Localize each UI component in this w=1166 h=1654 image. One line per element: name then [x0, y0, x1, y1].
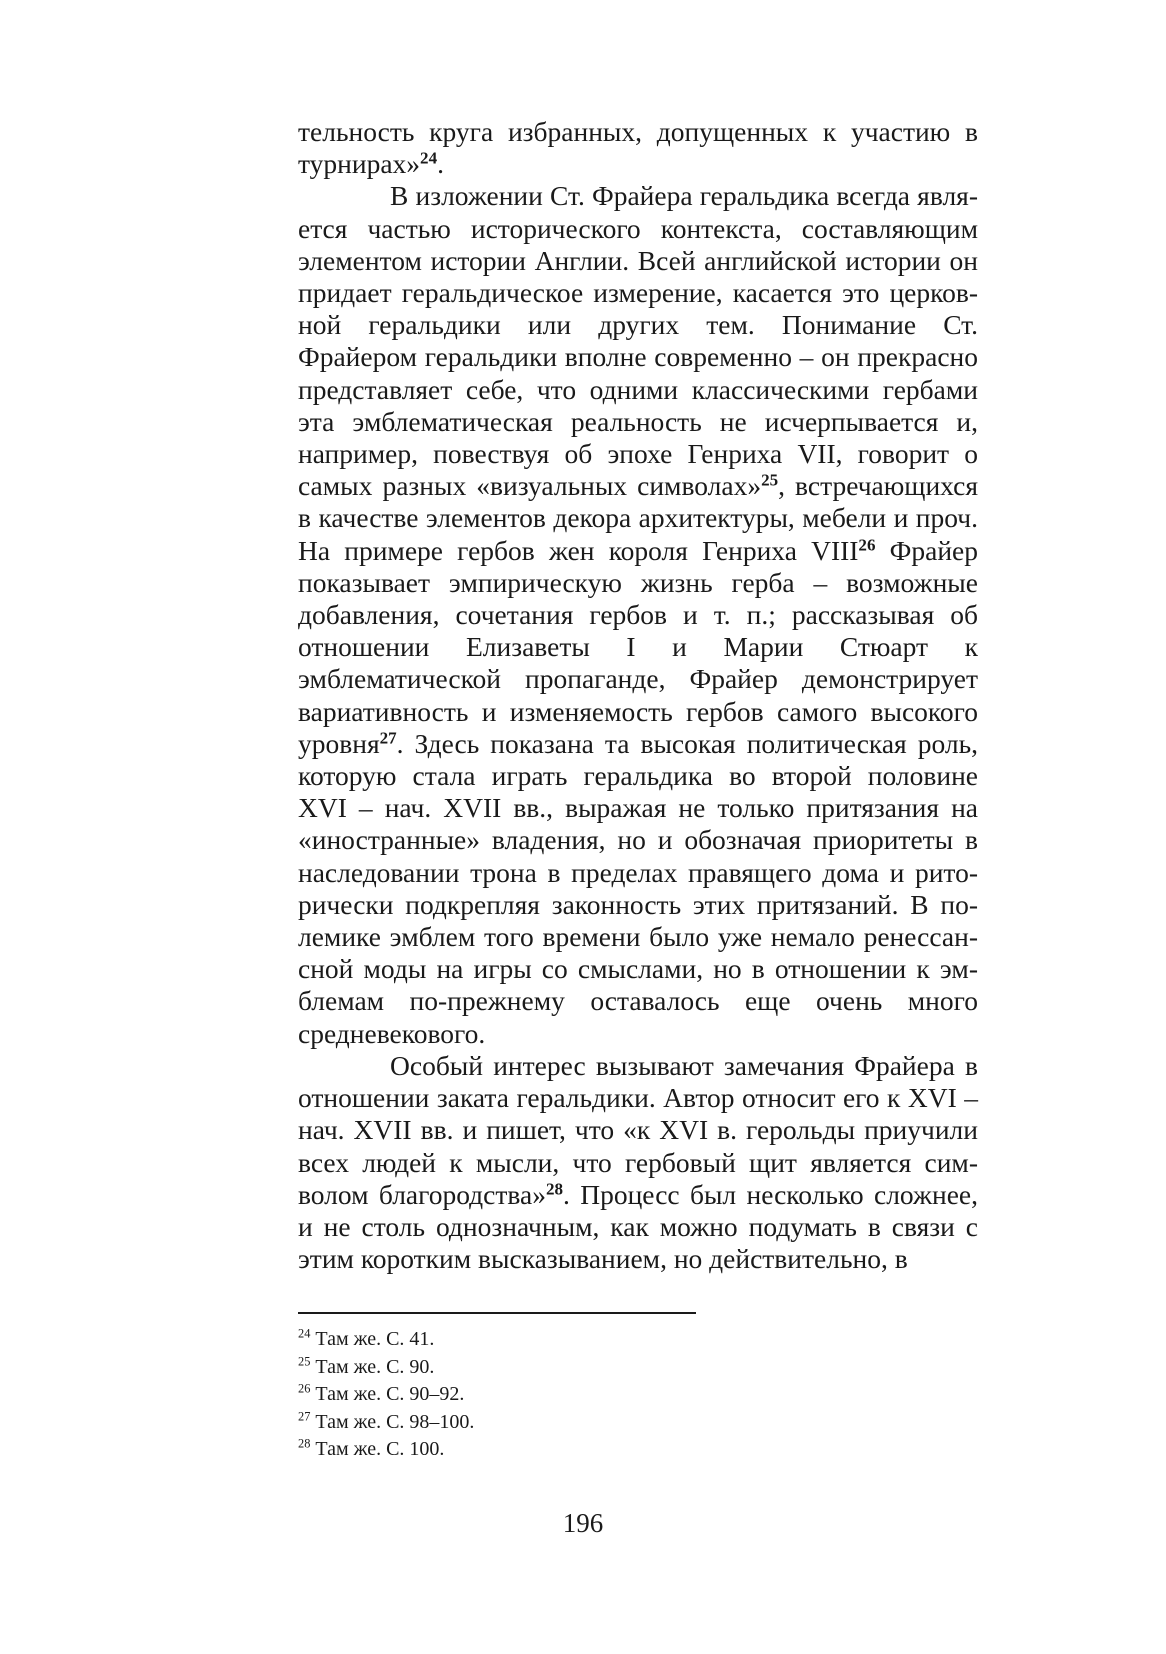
footnote: [298, 1381, 978, 1409]
paragraph-text: , встречающихся в качестве элементов декора архитектуры, мебели и проч. На примере гербов жен короля Генриха VIII: [298, 470, 978, 566]
footnote-number: 25: [298, 1354, 311, 1369]
footnote: [298, 1409, 978, 1437]
paragraph-text: . Здесь показана та высокая политическая роль, которую стала играть геральдика во второй половине XVI – нач. XVII вв., выражая не только притязания на «иностранные» владения, но и обозначая приоритеты в наследовании трона в пределах правящего дома и риторически подкрепляя законность этих притязаний. В полемике эмблем того времени было уже немало ренессансной моды на игры со смыслами, но в отношении к эмблемам по-прежнему оставалось еще очень много средневекового.: [298, 727, 978, 1049]
footnote-number: 26: [298, 1381, 311, 1396]
footnote-text: Там же. С. 98–100.: [315, 1410, 475, 1433]
paragraph-text: .: [437, 148, 444, 180]
footnote-number: 28: [298, 1436, 311, 1451]
main-text: [298, 116, 978, 1275]
paragraph-text: тельность круга избранных, допущенных к участию в турнирах»: [298, 116, 978, 180]
footnote-reference: 24: [420, 148, 438, 168]
paragraph-text: . Процесс был несколько сложнее, и не столь однозначным, как можно подумать в связи с этим коротким высказыванием, но действительно, в: [298, 1178, 978, 1275]
paragraph: [298, 180, 978, 1049]
footnote-reference: 28: [545, 1179, 563, 1199]
footnote-text: Там же. С. 90–92.: [315, 1383, 465, 1405]
paragraph-text: Особый интерес вызывают замечания Фрайера в отношении заката геральдики. Автор относит его к XVI – нач. XVII вв. и пишет, что «к XVI в. герольды приучили всех людей к мысли, что гербовый щит является символом благородства»: [298, 1049, 978, 1210]
footnotes: [298, 1326, 978, 1464]
footnote-reference: 27: [379, 728, 397, 748]
footnote: [298, 1326, 978, 1354]
footnote-text: Там же. С. 100.: [315, 1438, 445, 1460]
footnote: [298, 1354, 978, 1382]
footnote-number: 27: [298, 1409, 311, 1424]
paragraph-text: В изложении Ст. Фрайера геральдика всегда является частью исторического контекста, составляющим элементом истории Англии. Всей английской истории он придает геральдическое измерение, касается это церковной геральдики или других тем. Понимание Ст. Фрайером геральдики вполне современно – он прекрасно представляет себе, что одними классическими гербами эта эмблематическая реальность не исчерпывается и, например, повествуя об эпохе Генриха VII, говорит о самых разных «визуальных символах»: [298, 180, 978, 502]
footnote-separator: [298, 1312, 696, 1314]
footnote-text: Там же. С. 41.: [315, 1328, 435, 1350]
paragraph: [298, 116, 978, 180]
footnote-text: Там же. С. 90.: [315, 1355, 435, 1378]
page-number: 196: [562, 1508, 604, 1538]
footnote-reference: 25: [761, 470, 779, 490]
footnote-reference: 26: [858, 535, 876, 555]
paragraph: [298, 1050, 978, 1275]
footnote-number: 24: [298, 1326, 311, 1341]
paragraph-text: Фрайер показывает эмпирическую жизнь герба – возможные добавления, сочетания гербов и т. п.; рассказывая об отношении Елизаветы I и Марии Стюарт к эмблематической пропаганде, Фрайер демонстрирует вариативность и изменяемость гербов самого высокого уровня: [298, 534, 978, 759]
footnote: [298, 1436, 978, 1464]
